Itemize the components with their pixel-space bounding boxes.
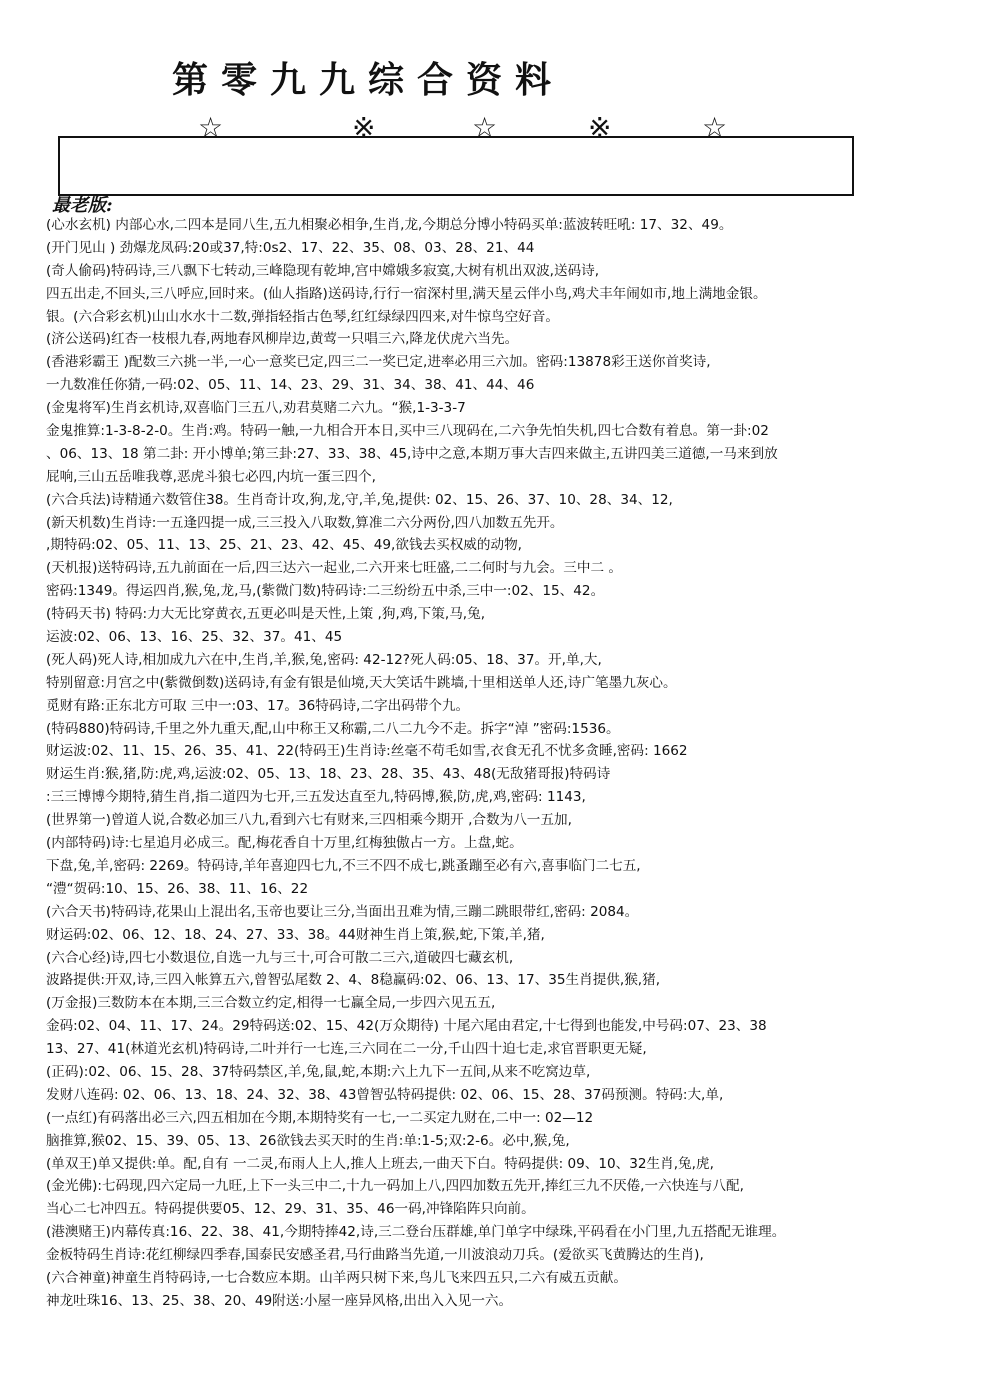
text-line: (香港彩霸王 )配数三六挑一半,一心一意奖已定,四三二一奖已定,进率必用三六加。密码:13878彩王送你首奖诗, — [46, 354, 711, 371]
text-line: 13、27、41(林道光玄机)特码诗,二叶并行一七连,三六同在二一分,千山四十迫七走,求官晋职更无疑, — [46, 1041, 647, 1058]
text-line: (奇人偷码)特码诗,三八飘下七转动,三峰隐现有乾坤,宫中嫦娥多寂寞,大树有机出双波,送码诗, — [46, 262, 600, 279]
page-title: 第零九九综合资料 — [172, 59, 565, 101]
version-label: 最老版: — [52, 195, 113, 216]
text-line: (金鬼将军)生肖玄机诗,双喜临门三五八,劝君莫赌二六九。“猴,1-3-3-7 — [46, 400, 466, 417]
text-line: “澧“贺码:10、15、26、38、11、16、22 — [46, 880, 309, 897]
text-line: 金鬼推算:1-3-8-2-0。生肖:鸡。特码一触,一九相合开本日,买中三八现码在,二六争先怕失机,四七合数有着息。第一卦:02 — [46, 423, 769, 440]
text-line: (一点红)有码落出必三六,四五相加在今期,本期特奖有一七,一二买定九财在,二中一: 02—12 — [46, 1109, 594, 1126]
text-line: 金码:02、04、11、17、24。29特码送:02、15、42(万众期待) 十尾六尾由君定,十七得到也能发,中号码:07、23、38 — [46, 1018, 767, 1035]
text-line: 四五出走,不回头,三八呼应,回时来。(仙人指路)送码诗,行行一宿深村里,满天星云伴小鸟,鸡犬丰年闹如市,地上满地金银。 — [46, 285, 767, 302]
text-line: ,期特码:02、05、11、13、25、21、23、42、45、49,欲钱去买权威的动物, — [46, 537, 522, 554]
text-line: (六合神童)神童生肖特码诗,一七合数应本期。山羊两只树下来,鸟儿飞来四五只,二六有威五贡献。 — [46, 1269, 627, 1286]
text-line: 觅财有路:正东北方可取 三中一:03、17。36特码诗,二字出码带个九。 — [46, 697, 470, 714]
text-line: (单双王)单又提供:单。配,自有 一二灵,布雨人上人,推人上班去,一曲天下白。特码提供: 09、10、32生肖,兔,虎, — [46, 1155, 714, 1172]
star-icon: ☆ — [702, 111, 728, 144]
text-line: (六合兵法)诗精通六数管住38。生肖奇计攻,狗,龙,守,羊,兔,提供: 02、15、26、37、10、28、34、12, — [46, 491, 673, 508]
text-line: 密码:1349。得运四肖,猴,兔,龙,马,(紫微门数)特码诗:二三纷纷五中杀,三中一:02、15、42。 — [46, 583, 605, 600]
text-line: 发财八连码: 02、06、13、18、24、32、38、43曾智弘特码提供: 02、06、15、28、37码预测。特码:大,单, — [46, 1086, 724, 1103]
text-line: 财运生肖:猴,猪,防:虎,鸡,运波:02、05、13、18、23、28、35、43、48(无敌猪哥报)特码诗 — [46, 766, 611, 783]
reference-mark-icon: ※ — [588, 111, 612, 144]
text-line: 神龙吐珠16、13、25、38、20、49附送:小屋一座异风格,出出入入见一六。 — [46, 1292, 513, 1309]
text-line: (开门见山 ) 劲爆龙凤码:20或37,特:0s2、17、22、35、08、03、28、21、44 — [46, 239, 535, 256]
text-line: (世界第一)曾道人说,合数必加三八九,看到六七有财来,三四相乘今期开 ,合数为八一五加, — [46, 812, 572, 829]
text-line: 屁响,三山五岳唯我尊,恶虎斗狼七必四,内坑一蛋三四个, — [46, 468, 376, 485]
text-line: 波路提供:开双,诗,三四入帐算五六,曾智弘尾数 2、4、8稳赢码:02、06、13、17、35生肖提供,猴,猪, — [46, 972, 661, 989]
text-line: 特别留意:月宫之中(紫微倒数)送码诗,有金有银是仙境,天大笑话牛跳墙,十里相送单人还,诗广笔墨九灰心。 — [46, 674, 677, 691]
text-body — [46, 214, 976, 1313]
text-line: (万金报)三数防本在本期,三三合数立约定,相得一七赢全局,一步四六见五五, — [46, 995, 496, 1012]
text-line: 一九数准任你猜,一码:02、05、11、14、23、29、31、34、38、41、44、46 — [46, 377, 535, 394]
text-line: 银。(六合彩玄机)山山水水十二数,弹指轻指古色琴,红红绿绿四四来,对牛惊鸟空好音。 — [46, 308, 559, 325]
text-line: (特码天书) 特码:力大无比穿黄衣,五更必叫是天性,上策 ,狗,鸡,下策,马,兔, — [46, 606, 486, 623]
text-line: 财运码:02、06、12、18、24、27、33、38。44财神生肖上策,猴,蛇,下策,羊,猪, — [46, 926, 545, 943]
star-icon: ☆ — [472, 111, 498, 144]
text-line: (港澳赌王)内幕传真:16、22、38、41,今期特捧42,诗,三二登台压群雄,单门单字中绿珠,平码看在小门里,九五搭配无谁理。 — [46, 1224, 786, 1241]
text-line: 、06、13、18 第二卦: 开小博单;第三卦:27、33、38、45,诗中之意,本期万事大吉四来做主,五讲四美三道德,一马来到放 — [46, 445, 778, 462]
text-line: (正码):02、06、15、28、37特码禁区,羊,兔,鼠,蛇,本期:六上九下一五间,从来不吃窝边草, — [46, 1063, 591, 1080]
text-line: 运波:02、06、13、16、25、32、37。41、45 — [46, 629, 343, 646]
text-line: (天机报)送特码诗,五九前面在一后,四三达六一起业,二六开来七旺盛,二二何时与九会。三中二 。 — [46, 560, 622, 577]
text-line: 财运波:02、11、15、26、35、41、22(特码王)生肖诗:丝毫不苟毛如雪,衣食无孔不忧多贪睡,密码: 1662 — [46, 743, 688, 760]
text-line: (金光佛):七码现,四六定局一九旺,上下一头三中二,十九一码加上八,四四加数五先开,捧红三九不厌倦,一六快连与八配, — [46, 1178, 744, 1195]
blank-frame — [58, 136, 854, 196]
text-line: (死人码)死人诗,相加成九六在中,生肖,羊,猴,兔,密码: 42-12?死人码:05、18、37。开,单,大, — [46, 651, 602, 668]
text-line: 当心二七冲四五。特码提供要05、12、29、31、35、46一码,冲锋陷阵只向前。 — [46, 1201, 535, 1218]
text-line: (济公送码)红杏一枝根九春,两地春风柳岸边,黄莺一只唱三六,降龙伏虎六当先。 — [46, 331, 519, 348]
text-line: 下盘,兔,羊,密码: 2269。特码诗,羊年喜迎四七九,不三不四不成七,跳蚤蹦至必有六,喜事临门二七五, — [46, 857, 641, 874]
text-line: :三三博博今期特,猜生肖,指二道四为七开,三五发达直至九,特码博,猴,防,虎,鸡,密码: 1143, — [46, 789, 586, 806]
star-icon: ☆ — [198, 111, 224, 144]
text-line: (新天机数)生肖诗:一五逢四提一成,三三投入八取数,算准二六分两份,四八加数五先开。 — [46, 514, 564, 531]
text-line: (六合天书)特码诗,花果山上混出名,玉帝也要让三分,当面出丑难为情,三蹦二跳眼带红,密码: 2084。 — [46, 903, 639, 920]
reference-mark-icon: ※ — [352, 111, 376, 144]
text-line: (内部特码)诗:七星追月必成三。配,梅花香自十万里,红梅独傲占一方。上盘,蛇。 — [46, 835, 523, 852]
text-line: 金板特码生肖诗:花红柳绿四季春,国泰民安感圣君,马行曲路当先道,一川波浪动刀兵。(爱欲买飞黄腾达的生肖), — [46, 1247, 704, 1264]
text-line: (特码880)特码诗,千里之外九重天,配,山中称王又称霸,二八二九今不走。拆字“淖 ”密码:1536。 — [46, 720, 620, 737]
text-line: (心水玄机) 内部心水,二四本是同八生,五九相聚必相争,生肖,龙,今期总分博小特码买单:蓝波转旺吼: 17、32、49。 — [46, 217, 733, 233]
text-line: (六合心经)诗,四七小数退位,自选一九与三十,可合可散二三六,道破四七藏玄机, — [46, 949, 514, 966]
text-line: 脑推算,猴02、15、39、05、13、26欲钱去买天时的生肖:单:1-5;双:2-6。必中,猴,兔, — [46, 1132, 570, 1149]
